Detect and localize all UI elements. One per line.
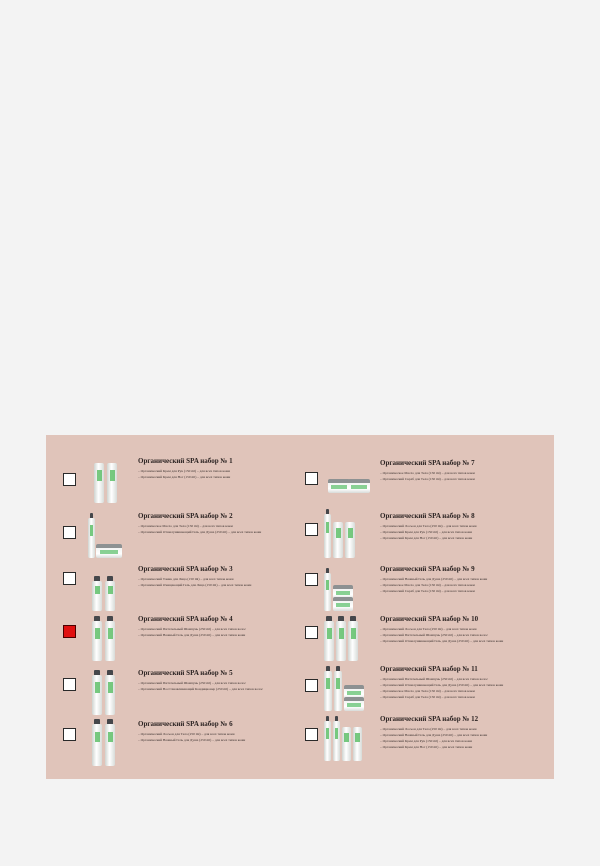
spa-set-8-products-image (324, 510, 378, 560)
spa-set-title: Органический SPA набор № 3 (138, 565, 233, 573)
spa-set-line: – Органический Питательный Шампунь (250 ml) – для всех типов волос (380, 633, 489, 637)
spa-set-title: Органический SPA набор № 5 (138, 669, 233, 677)
spa-set-4 (46, 613, 286, 663)
spa-set-title: Органический SPA набор № 1 (138, 457, 233, 465)
spa-set-line: – Органическое Масло для Тела (150 ml) – для всех типов кожи (380, 689, 475, 693)
spa-set-11-products-image (324, 663, 378, 713)
spa-set-7-products-image (324, 457, 378, 507)
spa-set-line: – Органический Питательный Шампунь (250 ml) – для всех типов волос (380, 677, 489, 681)
spa-set-line: – Органический Крем для Рук (150 ml) – для всех типов кожи (380, 739, 472, 743)
spa-set-7 (288, 457, 528, 507)
spa-set-line: – Органический Крем для Ног (150 ml) – для всех типов кожи (380, 745, 473, 749)
spa-set-line: – Органический Лосьон для Тела (250 ml) – для всех типов кожи (380, 727, 477, 731)
spa-sets-panel (46, 435, 554, 779)
spa-set-10-checkbox[interactable] (305, 626, 318, 639)
spa-set-2 (46, 510, 286, 560)
spa-set-3 (46, 563, 286, 613)
spa-set-line: – Органический Питательный Шампунь (250 ml) – для всех типов волос (138, 627, 247, 631)
spa-set-11 (288, 663, 528, 713)
spa-set-11-checkbox[interactable] (305, 679, 318, 692)
spa-set-line: – Органический Крем для Рук (150 ml) – для всех типов кожи (380, 530, 472, 534)
spa-set-6-products-image (82, 718, 136, 768)
spa-set-10 (288, 613, 528, 663)
spa-set-title: Органический SPA набор № 2 (138, 512, 233, 520)
spa-set-2-checkbox[interactable] (63, 526, 76, 539)
spa-set-line: – Органический Лосьон для Тела (250 ml) – для всех типов кожи (138, 732, 235, 736)
spa-set-line: – Органический Отшелушивающий Гель для Душа (250 ml) – для всех типов кожи (138, 530, 262, 534)
spa-set-line: – Органическое Масло для Тела (150 ml) – для всех типов кожи (380, 471, 475, 475)
spa-set-line: – Органическое Масло для Тела (150 ml) – для всех типов кожи (380, 583, 475, 587)
spa-set-8-checkbox[interactable] (305, 523, 318, 536)
spa-set-line: – Органический Скраб для Тела (150 ml) – для всех типов кожи (380, 589, 475, 593)
spa-set-5 (46, 667, 286, 717)
spa-set-3-products-image (82, 563, 136, 613)
spa-set-title: Органический SPA набор № 6 (138, 720, 233, 728)
spa-set-title: Органический SPA набор № 7 (380, 459, 475, 467)
spa-set-3-checkbox[interactable] (63, 572, 76, 585)
spa-set-line: – Органический Восстанавливающий Кондиционер (250 ml) – для всех типов волос (138, 687, 264, 691)
spa-set-4-checkbox[interactable] (63, 625, 76, 638)
spa-set-line: – Органический Крем для Рук (150 ml) – для всех типов кожи (138, 469, 230, 473)
spa-set-line: – Органический Скраб для Тела (150 ml) – для всех типов кожи (380, 695, 475, 699)
spa-set-line: – Органический Тоник для Лица (150 ml) – для всех типов кожи (138, 577, 234, 581)
spa-set-title: Органический SPA набор № 12 (380, 715, 479, 723)
spa-set-9-products-image (324, 563, 378, 613)
spa-set-6 (46, 718, 286, 768)
spa-set-4-products-image (82, 613, 136, 663)
spa-set-line: – Органический Нежный Гель для Душа (250 ml) – для всех типов кожи (138, 633, 246, 637)
spa-set-line: – Органический Питательный Шампунь (250 ml) – для всех типов волос (138, 681, 247, 685)
spa-set-line: – Органический Нежный Гель для Душа (250 ml) – для всех типов кожи (380, 733, 488, 737)
spa-set-line: – Органический Скраб для Тела (150 ml) – для всех типов кожи (380, 477, 475, 481)
spa-set-line: – Органический Лосьон для Тела (250 ml) – для всех типов кожи (380, 524, 477, 528)
spa-set-10-products-image (324, 613, 378, 663)
spa-set-line: – Органический Крем для Ног (150 ml) – для всех типов кожи (138, 475, 231, 479)
spa-set-line: – Органический Отшелушивающий Гель для Душа (250 ml) – для всех типов кожи (380, 639, 504, 643)
spa-set-line: – Органический Нежный Гель для Душа (250 ml) – для всех типов кожи (380, 577, 488, 581)
spa-set-12-checkbox[interactable] (305, 728, 318, 741)
spa-set-1-products-image (82, 455, 136, 505)
spa-set-2-products-image (82, 510, 136, 560)
spa-set-title: Органический SPA набор № 8 (380, 512, 475, 520)
spa-set-7-checkbox[interactable] (305, 472, 318, 485)
spa-set-6-checkbox[interactable] (63, 728, 76, 741)
spa-set-9-checkbox[interactable] (305, 573, 318, 586)
spa-set-12-products-image (324, 713, 378, 763)
spa-set-title: Органический SPA набор № 11 (380, 665, 478, 673)
spa-set-9 (288, 563, 528, 613)
spa-set-line: – Органическое Масло для Тела (150 ml) – для всех типов кожи (138, 524, 233, 528)
spa-set-1-checkbox[interactable] (63, 473, 76, 486)
spa-set-line: – Органический Лосьон для Тела (250 ml) – для всех типов кожи (380, 627, 477, 631)
spa-set-12 (288, 713, 528, 763)
spa-set-line: – Органический Очищающий Гель для Лица (150 ml) – для всех типов кожи (138, 583, 252, 587)
spa-set-1 (46, 455, 286, 505)
spa-set-8 (288, 510, 528, 560)
spa-set-5-products-image (82, 667, 136, 717)
spa-set-title: Органический SPA набор № 9 (380, 565, 475, 573)
spa-set-line: – Органический Нежный Гель для Душа (250 ml) – для всех типов кожи (138, 738, 246, 742)
spa-set-line: – Органический Крем для Ног (150 ml) – для всех типов кожи (380, 536, 473, 540)
spa-set-title: Органический SPA набор № 10 (380, 615, 479, 623)
spa-set-title: Органический SPA набор № 4 (138, 615, 233, 623)
spa-set-5-checkbox[interactable] (63, 678, 76, 691)
spa-set-line: – Органический Отшелушивающий Гель для Душа (250 ml) – для всех типов кожи (380, 683, 504, 687)
